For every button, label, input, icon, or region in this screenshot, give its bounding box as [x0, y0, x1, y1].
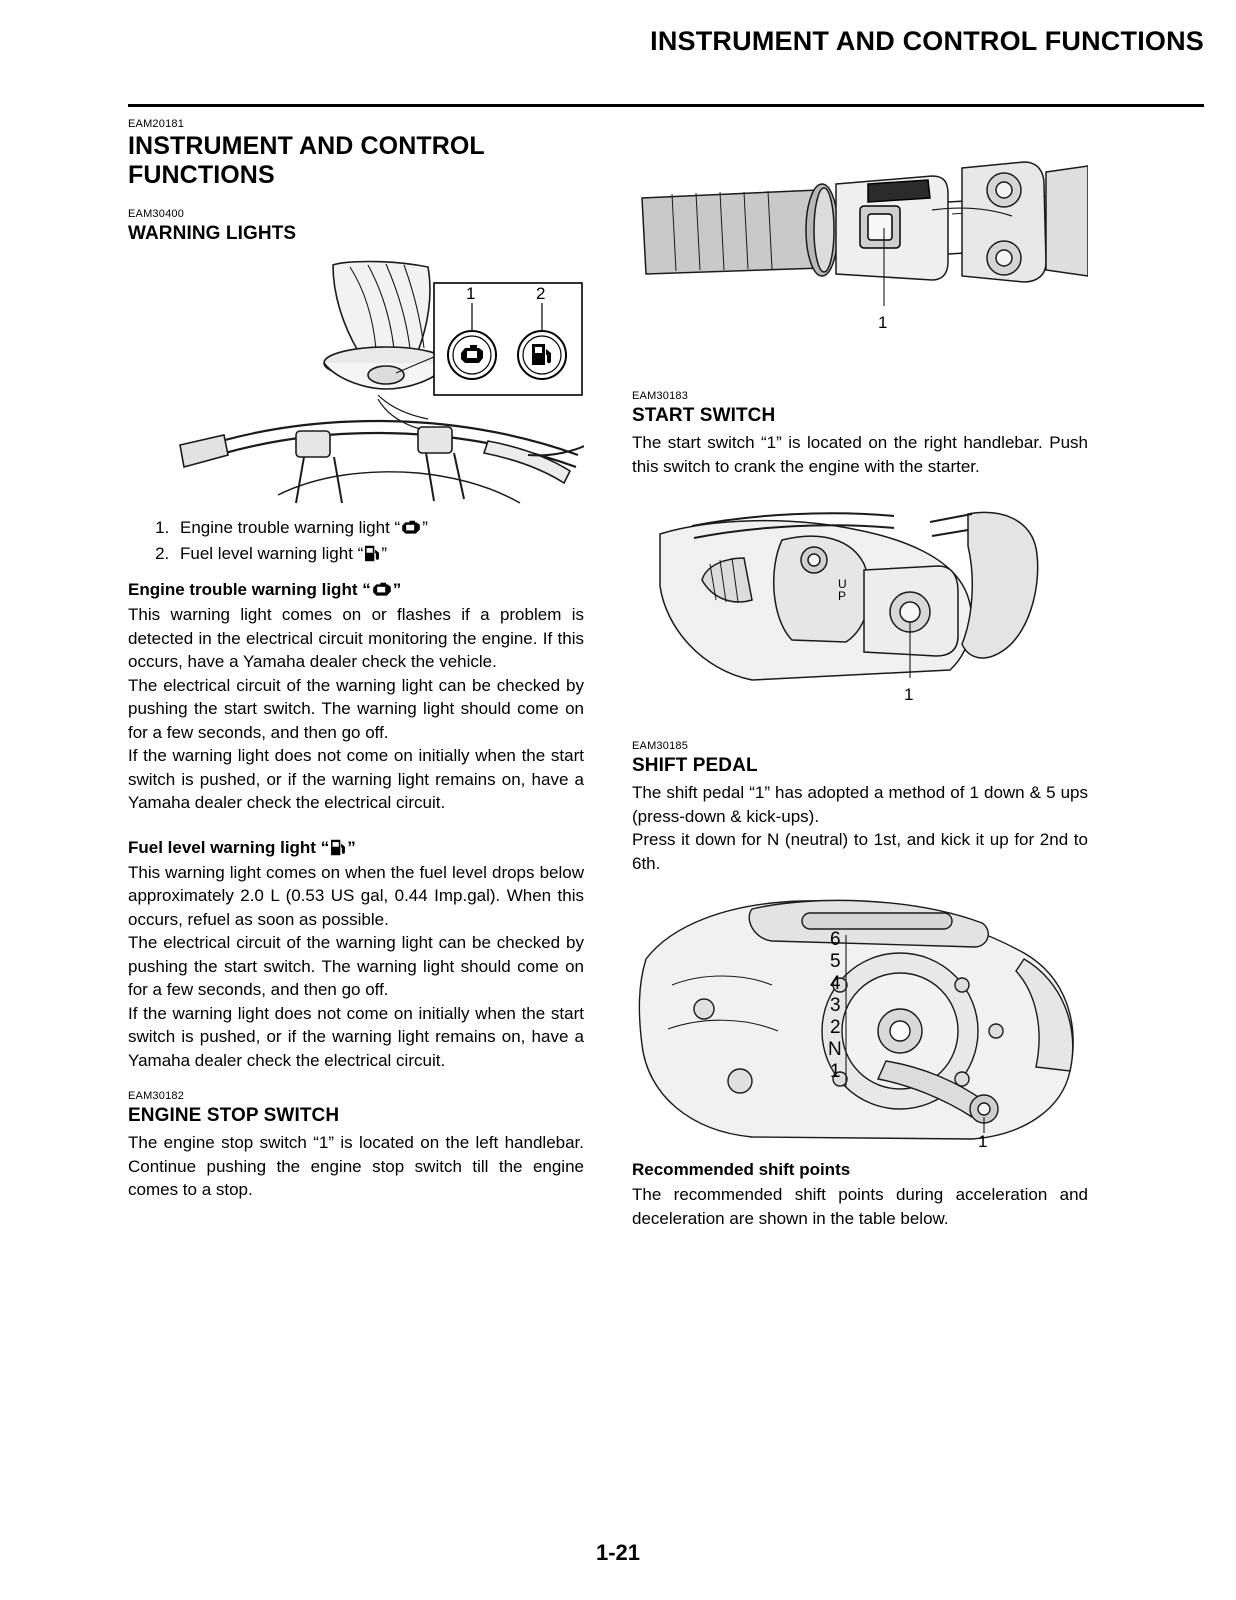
left-column [128, 116, 584, 1230]
gear-label-2: 2 [830, 1017, 841, 1038]
warning-lights-inset [434, 283, 582, 395]
legend-item-2-text-before: Fuel level warning light “ [180, 544, 364, 563]
gear-label-4: 4 [830, 973, 841, 994]
fuel-level-para-1: This warning light comes on when the fuel level drops below approximately 2.0 L (0.53 US gal, 0.44 Imp.gal). When this occurs, refuel as soon as possible. [128, 862, 584, 929]
doc-code-eam30182: EAM30182 [128, 1090, 185, 1102]
warning-lights-heading: WARNING LIGHTS [128, 223, 297, 244]
gear-label-1: 1 [830, 1061, 841, 1082]
shift-pedal-illustration [632, 500, 1088, 730]
up-label-p: P [838, 589, 847, 603]
fuel-level-heading-before: Fuel level warning light “ [128, 837, 330, 857]
engine-trouble-para-2: The electrical circuit of the warning light can be checked by pushing the start switch. The warning light should come on for a few seconds, and then go off. [128, 675, 584, 742]
fuel-level-heading-after: ” [347, 837, 356, 857]
engine-trouble-icon-heading [371, 582, 393, 598]
fuel-level-icon [363, 545, 381, 562]
fuel-level-para-3: If the warning light does not come on initially when the start switch is pushed, or if the warning light remains on, have a Yamaha dealer check the electrical circuit. [128, 1003, 584, 1070]
start-switch-heading: START SWITCH [632, 405, 776, 426]
warning-lights-illustration [128, 255, 584, 505]
gear-position-figure [632, 889, 1088, 1149]
shift-pedal-para-1: The shift pedal “1” has adopted a method of 1 down & 5 ups (press-down & kick-ups). [632, 783, 1088, 826]
header-divider [128, 104, 1204, 107]
fuel-level-icon-heading [329, 839, 347, 856]
fuel-level-heading [128, 837, 584, 859]
doc-code-eam20181: EAM20181 [128, 118, 185, 130]
gear-label-5: 5 [830, 951, 841, 972]
callout-1: 1 [466, 284, 476, 303]
shift-pedal-figure [632, 500, 1088, 730]
engine-trouble-para-1: This warning light comes on or flashes if a problem is detected in the electrical circuit monitoring the engine. If this occurs, have a Yamaha dealer check the vehicle. [128, 605, 584, 671]
warning-lights-figure [128, 255, 584, 505]
engine-stop-switch-heading: ENGINE STOP SWITCH [128, 1105, 340, 1126]
engine-trouble-para-3: If the warning light does not come on initially when the start switch is pushed, or if the warning light remains on, have a Yamaha dealer check the electrical circuit. [128, 746, 584, 812]
gear-label-6: 6 [830, 929, 841, 950]
engine-trouble-heading-before: Engine trouble warning light “ [128, 580, 371, 599]
running-header: INSTRUMENT AND CONTROL FUNCTIONS [650, 26, 1204, 56]
gear-position-labels [828, 929, 842, 1082]
start-switch-illustration [632, 150, 1088, 380]
up-label-u: U [838, 577, 847, 591]
recommended-shift-points-heading: Recommended shift points [632, 1160, 851, 1179]
page-title: INSTRUMENT AND CONTROL FUNCTIONS [128, 132, 485, 189]
legend-item-2-text-after: ” [381, 544, 387, 563]
doc-code-eam30185: EAM30185 [632, 740, 689, 752]
engine-trouble-heading [128, 579, 584, 601]
callout-2: 2 [536, 284, 546, 303]
page-number: 1-21 [595, 1540, 641, 1565]
legend-item-1-text-before: Engine trouble warning light “ [180, 518, 401, 537]
recommended-shift-points-para-1: The recommended shift points during acceleration and deceleration are shown in the table below. [632, 1185, 1088, 1228]
start-switch-para-1: The start switch “1” is located on the right handlebar. Push this switch to crank the engine with the starter. [632, 433, 1088, 476]
doc-code-eam30400: EAM30400 [128, 208, 185, 220]
two-column-body [128, 116, 1088, 1230]
engine-trouble-icon [400, 520, 422, 536]
start-switch-figure [632, 150, 1088, 380]
gear-position-illustration [632, 889, 1088, 1149]
legend-item-2 [174, 541, 584, 567]
figure-legend [128, 515, 584, 567]
legend-item-1-text-after: ” [422, 518, 428, 537]
callout-1: 1 [878, 313, 888, 332]
gear-label-n: N [828, 1039, 842, 1060]
shift-pedal-para-2: Press it down for N (neutral) to 1st, and kick it up for 2nd to 6th. [632, 830, 1088, 873]
callout-1: 1 [978, 1132, 988, 1149]
fuel-level-para-2: The electrical circuit of the warning light can be checked by pushing the start switch. The warning light should come on for a few seconds, and then go off. [128, 933, 584, 999]
right-column [632, 116, 1088, 1230]
legend-item-1 [174, 515, 584, 541]
gear-label-3: 3 [830, 995, 841, 1016]
engine-stop-para-1: The engine stop switch “1” is located on the left handlebar. Continue pushing the engine stop switch till the engine comes to a stop. [128, 1133, 584, 1199]
shift-pedal-heading: SHIFT PEDAL [632, 755, 758, 776]
doc-code-eam30183: EAM30183 [632, 390, 689, 402]
engine-trouble-heading-after: ” [392, 580, 402, 599]
callout-1: 1 [904, 685, 914, 704]
